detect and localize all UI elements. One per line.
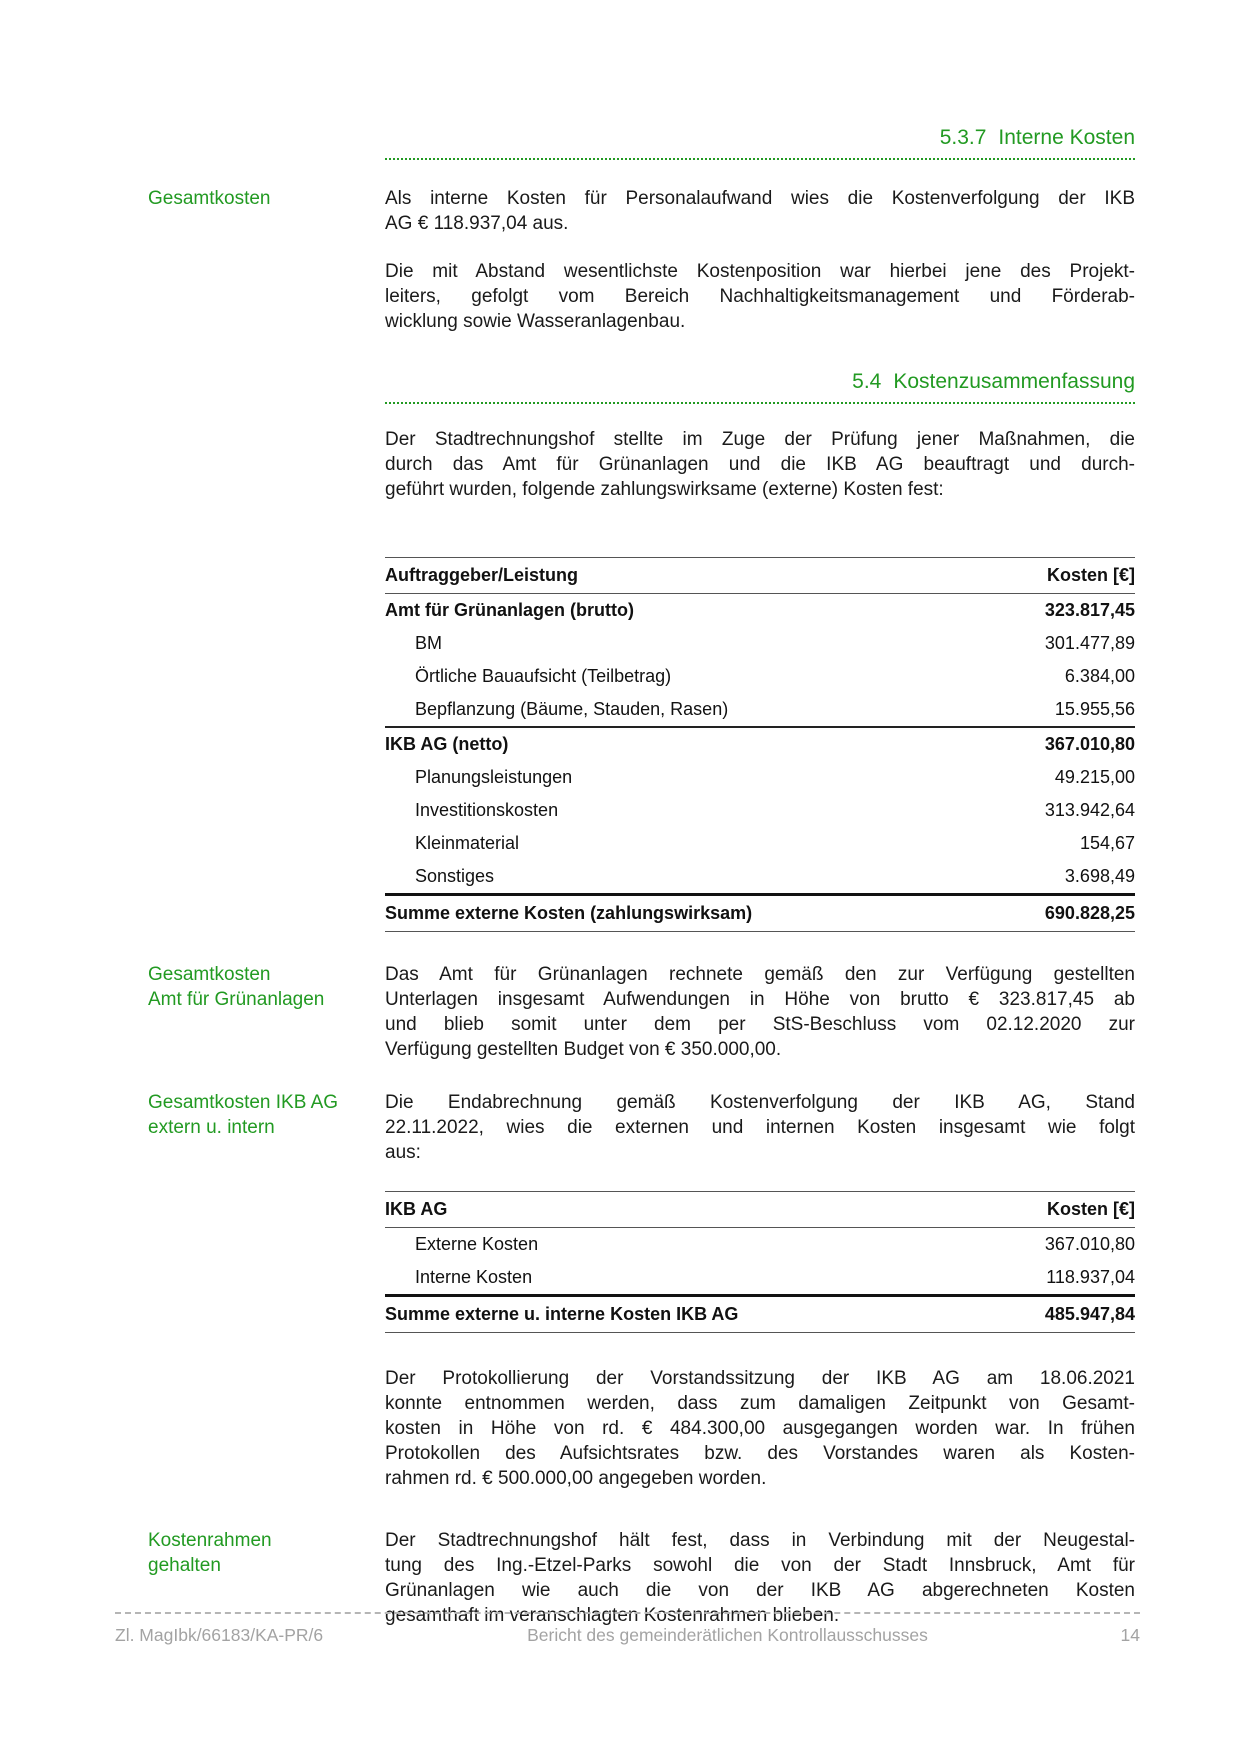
paragraph-line: Die mit Abstand wesentlichste Kostenposition war hierbei jene des Projekt- — [385, 261, 1135, 282]
paragraph-4 — [385, 962, 1135, 1062]
row-value: 49.215,00 — [1054, 767, 1135, 787]
row-label: Bepflanzung (Bäume, Stauden, Rasen) — [415, 699, 729, 719]
row-value: 367.010,80 — [987, 727, 1135, 761]
section-number: 5.3.7 — [939, 126, 987, 149]
paragraph-line: aus: — [385, 1142, 421, 1163]
paragraph-line: Der Protokollierung der Vorstandssitzung der IKB AG am 18.06.2021 — [385, 1368, 1135, 1389]
table-row — [385, 794, 1135, 827]
total-label: Summe externe u. interne Kosten IKB AG — [385, 1296, 983, 1333]
total-value: 485.947,84 — [983, 1296, 1135, 1333]
paragraph-block-1 — [148, 186, 1135, 236]
table-row — [385, 1228, 1135, 1262]
paragraph-line: wicklung sowie Wasseranlagenbau. — [385, 311, 686, 332]
table-header-row — [385, 558, 1135, 594]
margin-label-line: gehalten — [148, 1555, 221, 1576]
paragraph-line: konnte entnommen werden, dass zum damaligen Zeitpunkt von Gesamt- — [385, 1393, 1135, 1414]
row-label: IKB AG (netto) — [385, 727, 987, 761]
footer-reference: Zl. MagIbk/66183/KA-PR/6 — [115, 1625, 324, 1645]
row-value: 118.937,04 — [1046, 1267, 1135, 1287]
paragraph-block-2 — [148, 259, 1135, 334]
margin-label-kostenrahmen — [148, 1528, 385, 1578]
margin-label-gesamtkosten — [148, 186, 385, 211]
table-header-auftraggeber: Auftraggeber/Leistung — [385, 558, 987, 594]
row-label: Amt für Grünanlagen (brutto) — [385, 600, 634, 620]
table-row — [385, 727, 1135, 761]
row-label: Planungsleistungen — [415, 767, 573, 787]
paragraph-line: Die Endabrechnung gemäß Kostenverfolgung der IKB AG, Stand — [385, 1092, 1135, 1113]
section-537 — [148, 125, 1135, 160]
row-value: 313.942,64 — [1044, 800, 1135, 820]
row-label: Örtliche Bauaufsicht (Teilbetrag) — [415, 666, 672, 686]
row-label: Kleinmaterial — [415, 833, 520, 853]
paragraph-line: Der Stadtrechnungshof hält fest, dass in Verbindung mit der Neugestal- — [385, 1530, 1135, 1551]
table-header-kosten: Kosten [€] — [987, 558, 1135, 594]
section-heading-537 — [385, 125, 1135, 160]
paragraph-line: Der Stadtrechnungshof stellte im Zuge der Prüfung jener Maßnahmen, die — [385, 429, 1135, 450]
table-row — [385, 761, 1135, 794]
paragraph-6 — [385, 1366, 1135, 1491]
paragraph-block-3 — [148, 427, 1135, 502]
paragraph-line: Grünanlagen wie auch die von der IKB AG abgerechneten Kosten — [385, 1580, 1135, 1601]
margin-label-line: Gesamtkosten — [148, 188, 271, 209]
paragraph-line: rahmen rd. € 500.000,00 angegeben worden. — [385, 1468, 767, 1489]
page-content — [0, 125, 1240, 1628]
row-value: 154,67 — [1079, 833, 1135, 853]
table-total-row — [385, 895, 1135, 932]
row-label: Interne Kosten — [415, 1267, 533, 1287]
page-footer — [115, 1612, 1140, 1646]
footer-title: Bericht des gemeinderätlichen Kontrollausschusses — [527, 1625, 928, 1645]
paragraph-line: tung des Ing.-Etzel-Parks sowohl die von der Stadt Innsbruck, Amt für — [385, 1555, 1135, 1576]
margin-label-gesamtkosten-amt — [148, 962, 385, 1012]
paragraph-line: geführt wurden, folgende zahlungswirksame (externe) Kosten fest: — [385, 479, 944, 500]
total-label: Summe externe Kosten (zahlungswirksam) — [385, 895, 987, 932]
table-header-row — [385, 1192, 1135, 1228]
margin-label-line: Kostenrahmen — [148, 1530, 272, 1551]
row-label: BM — [415, 633, 442, 653]
paragraph-line: und blieb somit unter dem per StS-Beschluss vom 02.12.2020 zur — [385, 1014, 1135, 1035]
paragraph-line: kosten in Höhe von rd. € 484.300,00 ausgegangen worden war. In frühen — [385, 1418, 1135, 1439]
paragraph-line: Verfügung gestellten Budget von € 350.000,00. — [385, 1039, 782, 1060]
table-header-ikb: IKB AG — [385, 1192, 983, 1228]
total-value: 690.828,25 — [987, 895, 1135, 932]
row-label: Sonstiges — [415, 866, 495, 886]
paragraph-line: leiters, gefolgt vom Bereich Nachhaltigkeitsmanagement und Förderab- — [385, 286, 1135, 307]
section-number: 5.4 — [852, 370, 882, 393]
footer-page-number: 14 — [1120, 1625, 1140, 1645]
table-row — [385, 1261, 1135, 1296]
row-value: 323.817,45 — [1044, 600, 1135, 620]
row-value: 301.477,89 — [1044, 633, 1135, 653]
section-heading-54 — [385, 369, 1135, 404]
margin-label-line: Amt für Grünanlagen — [148, 989, 325, 1010]
row-value: 15.955,56 — [1054, 699, 1135, 719]
paragraph-block-4 — [148, 962, 1135, 1062]
table-row — [385, 827, 1135, 860]
cost-table-external — [385, 557, 1135, 932]
table-row — [385, 660, 1135, 693]
row-value: 6.384,00 — [1064, 666, 1135, 686]
paragraph-line: Protokollen des Aufsichtsrates bzw. des Vorstandes waren als Kosten- — [385, 1443, 1135, 1464]
row-label: Investitionskosten — [415, 800, 559, 820]
paragraph-3 — [385, 427, 1135, 502]
margin-label-gesamtkosten-ikb — [148, 1090, 385, 1140]
paragraph-line: Als interne Kosten für Personalaufwand wies die Kostenverfolgung der IKB — [385, 188, 1135, 209]
table-total-row — [385, 1296, 1135, 1333]
table-row — [385, 627, 1135, 660]
paragraph-5 — [385, 1090, 1135, 1165]
paragraph-line: gesamthaft im veranschlagten Kostenrahmen blieben. — [385, 1605, 840, 1626]
table-row — [385, 594, 1135, 628]
table-header-kosten: Kosten [€] — [983, 1192, 1135, 1228]
paragraph-line: Das Amt für Grünanlagen rechnete gemäß den zur Verfügung gestellten — [385, 964, 1135, 985]
paragraph-1 — [385, 186, 1135, 236]
margin-label-line: Gesamtkosten — [148, 964, 271, 985]
paragraph-line: durch das Amt für Grünanlagen und die IKB AG beauftragt und durch- — [385, 454, 1135, 475]
cost-table-2-block — [148, 1191, 1135, 1333]
cost-table-1-block — [148, 557, 1135, 932]
paragraph-line: Unterlagen insgesamt Aufwendungen in Höhe von brutto € 323.817,45 ab — [385, 989, 1135, 1010]
paragraph-block-6 — [148, 1366, 1135, 1491]
paragraph-line: AG € 118.937,04 aus. — [385, 213, 569, 234]
row-value: 367.010,80 — [1044, 1234, 1135, 1254]
table-row — [385, 860, 1135, 895]
paragraph-line: 22.11.2022, wies die externen und internen Kosten insgesamt wie folgt — [385, 1117, 1135, 1138]
row-value: 3.698,49 — [1064, 866, 1135, 886]
paragraph-block-5 — [148, 1090, 1135, 1165]
row-label: Externe Kosten — [415, 1234, 539, 1254]
margin-label-line: Gesamtkosten IKB AG — [148, 1092, 339, 1113]
paragraph-2 — [385, 259, 1135, 334]
table-row — [385, 693, 1135, 727]
section-54 — [148, 369, 1135, 404]
section-title: Kostenzusammenfassung — [893, 370, 1135, 393]
section-title: Interne Kosten — [998, 126, 1135, 149]
cost-table-ikb — [385, 1191, 1135, 1333]
margin-label-line: extern u. intern — [148, 1117, 275, 1138]
